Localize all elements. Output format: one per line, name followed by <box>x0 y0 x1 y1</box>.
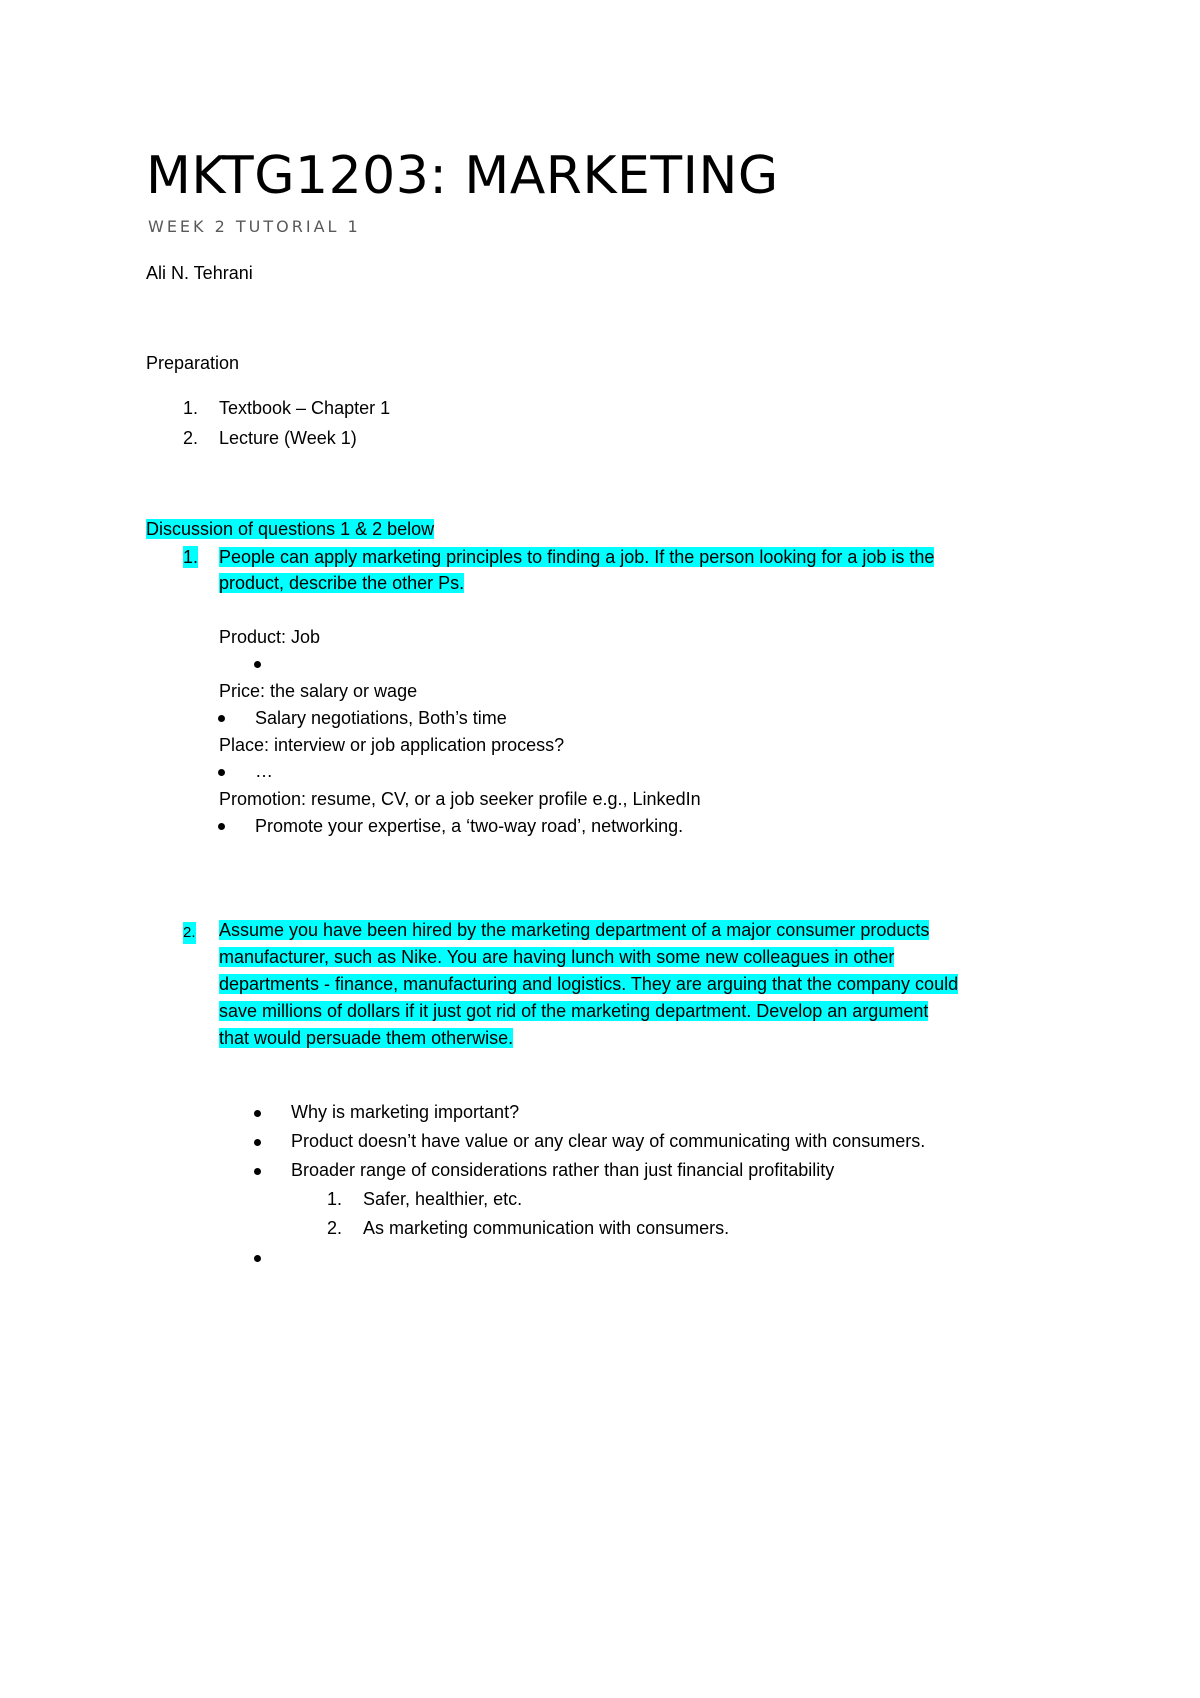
bullet-icon <box>254 1168 261 1175</box>
question-1-line: product, describe the other Ps. <box>219 573 465 593</box>
sub-list-item: As marketing communication with consumers. <box>363 1218 730 1238</box>
answer-price: Price: the salary or wage <box>219 681 418 701</box>
sub-list-item: Safer, healthier, etc. <box>363 1189 523 1209</box>
bullet-icon <box>218 715 225 722</box>
answer-promotion-bullet: Promote your expertise, a ‘two-way road’, networking. <box>255 816 684 836</box>
question-2-line: manufacturer, such as Nike. You are having lunch with some new colleagues in other <box>219 947 895 967</box>
question-2-line: Assume you have been hired by the marketing department of a major consumer products <box>219 920 930 940</box>
preparation-heading: Preparation <box>146 353 240 373</box>
bullet-icon <box>254 1110 261 1117</box>
question-2-line: that would persuade them otherwise. <box>219 1028 514 1048</box>
bullet-icon <box>254 661 261 668</box>
answer-bullet: Broader range of considerations rather than just financial profitability <box>291 1160 835 1180</box>
answer-bullet: Why is marketing important? <box>291 1102 520 1122</box>
answer-promotion: Promotion: resume, CV, or a job seeker profile e.g., LinkedIn <box>219 789 701 809</box>
bullet-icon <box>218 769 225 776</box>
answer-place-bullet: … <box>255 761 273 781</box>
bullet-icon <box>254 1139 261 1146</box>
sub-list-number: 2. <box>327 1218 343 1238</box>
bullet-icon <box>218 823 225 830</box>
document-subtitle: WEEK 2 TUTORIAL 1 <box>148 217 361 236</box>
sub-list-number: 1. <box>327 1189 343 1209</box>
author-name: Ali N. Tehrani <box>146 263 253 283</box>
answer-price-bullet: Salary negotiations, Both’s time <box>255 708 507 728</box>
document-title: MKTG1203: MARKETING <box>146 146 779 206</box>
list-item: Lecture (Week 1) <box>219 428 357 448</box>
question-1-number: 1. <box>183 547 199 567</box>
list-item: Textbook – Chapter 1 <box>219 398 391 418</box>
question-2-line: departments - finance, manufacturing and logistics. They are arguing that the company could <box>219 974 959 994</box>
bullet-icon <box>254 1255 261 1262</box>
question-2-line: save millions of dollars if it just got rid of the marketing department. Develop an argument <box>219 1001 929 1021</box>
list-number: 1. <box>183 398 199 418</box>
list-number: 2. <box>183 428 199 448</box>
question-1-line: People can apply marketing principles to finding a job. If the person looking for a job is the <box>219 547 935 567</box>
answer-place: Place: interview or job application process? <box>219 735 565 755</box>
question-2-number: 2. <box>183 922 196 944</box>
discussion-heading: Discussion of questions 1 & 2 below <box>146 519 435 539</box>
answer-bullet: Product doesn’t have value or any clear way of communicating with consumers. <box>291 1131 926 1151</box>
answer-product: Product: Job <box>219 627 321 647</box>
